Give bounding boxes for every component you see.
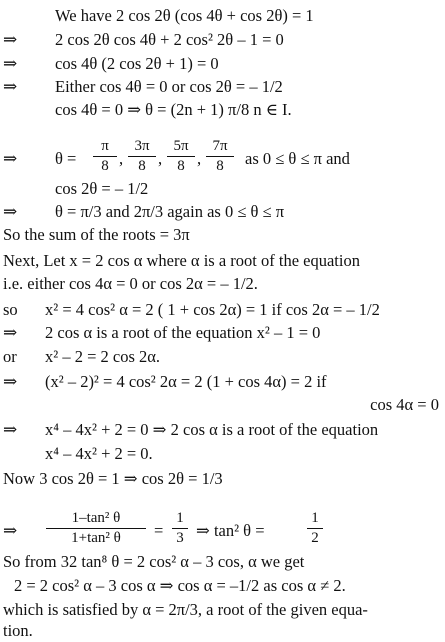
line-2: 2 cos 2θ cos 4θ + 2 cos² 2θ – 1 = 0 <box>55 30 284 49</box>
range-condition: as 0 ≤ θ ≤ π and <box>245 149 350 168</box>
fraction-numerator: 1 <box>172 510 188 529</box>
fraction-denominator: 1+tan² θ <box>71 530 121 546</box>
fraction-denominator: 8 <box>101 158 109 174</box>
fraction-denominator: 8 <box>216 158 224 174</box>
line-22: 2 = 2 cos² α – 3 cos α ⇒ cos α = –1/2 as cos α ≠ 2. <box>14 576 346 595</box>
line-3: cos 4θ (2 cos 2θ + 1) = 0 <box>55 54 219 73</box>
line-4: Either cos 4θ = 0 or cos 2θ = – 1/2 <box>55 77 283 96</box>
line-17: x⁴ – 4x² + 2 = 0 ⇒ 2 cos α is a root of the equation <box>45 420 379 439</box>
implies-arrow: ⇒ <box>3 323 18 342</box>
line-14: x² – 2 = 2 cos 2α. <box>45 347 161 366</box>
fraction-numerator: 3π <box>128 138 156 157</box>
implies-arrow: ⇒ <box>3 54 18 73</box>
line-12-prefix: so <box>3 300 18 319</box>
line-11: i.e. either cos 4α = 0 or cos 2α = – 1/2. <box>3 274 258 293</box>
line-7: cos 2θ = – 1/2 <box>55 179 149 198</box>
fraction-numerator: 7π <box>206 138 234 157</box>
theta-equals: θ = <box>55 149 77 168</box>
implies-arrow: ⇒ <box>3 77 18 96</box>
line-21: So from 32 tan⁸ θ = 2 cos² α – 3 cos, α we get <box>3 552 305 571</box>
line-16: cos 4α = 0 <box>370 395 439 414</box>
line-18: x⁴ – 4x² + 2 = 0. <box>45 444 153 463</box>
comma: , <box>119 149 124 168</box>
fraction-numerator: 1 <box>307 510 323 529</box>
line-19: Now 3 cos 2θ = 1 ⇒ cos 2θ = 1/3 <box>3 469 223 488</box>
fraction-7pi-over-8 <box>206 138 234 175</box>
tan-squared-equals: ⇒ tan² θ = <box>196 521 265 540</box>
implies-arrow: ⇒ <box>3 30 18 49</box>
implies-arrow: ⇒ <box>3 202 18 221</box>
fraction-denominator: 8 <box>177 158 185 174</box>
fraction-5pi-over-8 <box>167 138 195 175</box>
fraction-3pi-over-8 <box>128 138 156 175</box>
fraction-numerator: 1–tan² θ <box>46 510 146 529</box>
line-5: cos 4θ = 0 ⇒ θ = (2n + 1) π/8 n ∈ I. <box>55 100 292 119</box>
fraction-tan-ratio <box>46 510 146 547</box>
fraction-denominator: 2 <box>311 530 319 546</box>
fraction-numerator: 5π <box>167 138 195 157</box>
line-15: (x² – 2)² = 4 cos² 2α = 2 (1 + cos 4α) = 2 if <box>45 372 327 391</box>
fraction-denominator: 8 <box>138 158 146 174</box>
line-14-prefix: or <box>3 347 17 366</box>
line-1: We have 2 cos 2θ (cos 4θ + cos 2θ) = 1 <box>55 6 314 25</box>
comma: , <box>197 149 202 168</box>
line-10: Next, Let x = 2 cos α where α is a root of the equation <box>3 251 360 270</box>
implies-arrow: ⇒ <box>3 372 18 391</box>
fraction-numerator: π <box>93 138 117 157</box>
fraction-one-half <box>307 510 323 547</box>
fraction-denominator: 3 <box>176 530 184 546</box>
line-8: θ = π/3 and 2π/3 again as 0 ≤ θ ≤ π <box>55 202 285 221</box>
implies-arrow: ⇒ <box>3 420 18 439</box>
line-12: x² = 4 cos² α = 2 ( 1 + cos 2α) = 1 if cos 2α = – 1/2 <box>45 300 380 319</box>
implies-arrow: ⇒ <box>3 149 18 168</box>
line-13: 2 cos α is a root of the equation x² – 1 = 0 <box>45 323 321 342</box>
implies-arrow: ⇒ <box>3 521 18 540</box>
line-9: So the sum of the roots = 3π <box>3 225 190 244</box>
line-24: tion. <box>3 621 33 640</box>
comma: , <box>158 149 163 168</box>
line-23: which is satisfied by α = 2π/3, a root of the given equa- <box>3 600 368 619</box>
fraction-pi-over-8 <box>93 138 117 175</box>
equals-sign: = <box>154 521 164 540</box>
fraction-one-third <box>172 510 188 547</box>
